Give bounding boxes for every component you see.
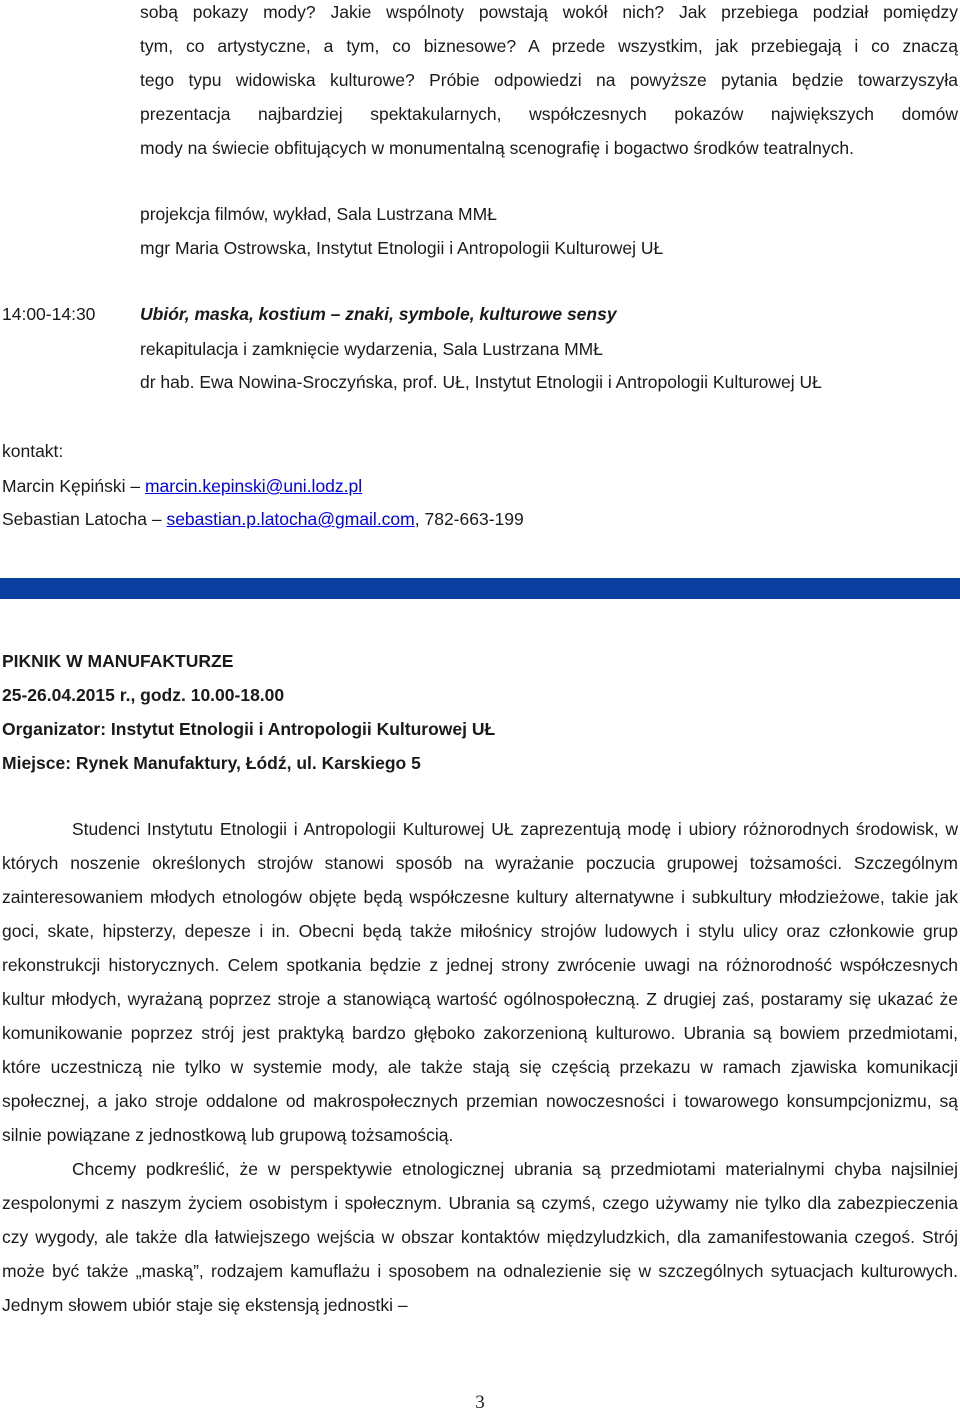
intro-line: sobą pokazy mody? Jakie wspólnoty powstają wokół nich? Jak przebiega podział pomiędzy (140, 2, 958, 22)
intro-line: prezentacja najbardziej spektakularnych, współczesnych pokazów największych domów (140, 104, 958, 124)
description-paragraph: Studenci Instytutu Etnologii i Antropologii Kulturowej UŁ zaprezentują modę i ubiory różnorodnych środowisk, w których noszenie określonych strojów stanowi sposób na wyrażanie poczucia grupowej tożsamości. Szczególnym zainteresowaniem młodych etnologów objęte będą współczesne kultury alternatywne i subkultury młodzieżowe, takie jak goci, skate, hipsterzy, depesze i in. Obecni będą także miłośnicy strojów ludowych i stylu ulicy oraz członkowie grup rekonstrukcji historycznych. Celem spotkania będzie z jednej strony zwrócenie uwagi na różnorodność współczesnych kultur młodych, wyrażaną poprzez stroje a stanowiącą wartość ogólnospołeczną. Z drugiej zaś, postaramy się ukazać że komunikowanie poprzez strój jest praktyką bardzo głęboko zakorzenioną kulturowo. Ubrania są bowiem przedmiotami, które uczestniczą nie tylko w systemie mody, ale także stają się częścią przekazu w ramach zjawiska komunikacji społecznej, a jako stroje oddalone od makrospołecznych przemian nowoczesności i towarowego konsumpcjonizmu, są silnie powiązane z jednostkową lub grupową tożsamością. (2, 819, 958, 1145)
closing-title: Ubiór, maska, kostium – znaki, symbole, kulturowe sensy (140, 304, 617, 324)
closing-time: 14:00-14:30 (2, 304, 96, 324)
intro-line: tym, co artystyczne, a tym, co biznesowe? A przede wszystkim, jak przebiegają i co znaczą (140, 36, 958, 56)
contact-name: Sebastian Latocha – (2, 509, 167, 529)
email-link[interactable]: sebastian.p.latocha@gmail.com (166, 509, 415, 529)
intro-speaker: mgr Maria Ostrowska, Instytut Etnologii i Antropologii Kulturowej UŁ (140, 238, 664, 258)
intro-line: mody na świecie obfitujących w monumentalną scenografię i bogactwo środków teatralnych. (140, 138, 854, 158)
event-description (2, 812, 958, 1322)
event-date: 25-26.04.2015 r., godz. 10.00-18.00 (2, 685, 285, 705)
event-place: Miejsce: Rynek Manufaktury, Łódź, ul. Karskiego 5 (2, 753, 421, 773)
closing-format: rekapitulacja i zamknięcie wydarzenia, Sala Lustrzana MMŁ (140, 339, 603, 359)
intro-format: projekcja filmów, wykład, Sala Lustrzana MMŁ (140, 204, 497, 224)
description-paragraph: Chcemy podkreślić, że w perspektywie etnologicznej ubrania są przedmiotami materialnymi chyba najsilniej zespolonymi z naszym życiem osobistym i społecznym. Ubrania są czymś, czego używamy nie tylko dla zabezpieczenia czy wygody, ale także dla łatwiejszego wejścia w obszar kontaktów międzyludzkich, dla zamanifestowania czegoś. Strój może być także „maską”, rodzajem kamuflażu i sposobem na odnalezienie się w szczególnych sytuacjach kulturowych. Jednym słowem ubiór staje się ekstensją jednostki – (2, 1159, 958, 1315)
email-link[interactable]: marcin.kepinski@uni.lodz.pl (144, 476, 363, 496)
closing-speaker: dr hab. Ewa Nowina-Sroczyńska, prof. UŁ, Instytut Etnologii i Antropologii Kulturowej UŁ (140, 372, 822, 392)
contact-heading: kontakt: (2, 441, 64, 461)
event-organizer: Organizator: Instytut Etnologii i Antropologii Kulturowej UŁ (2, 719, 496, 739)
contact-name: Marcin Kępiński – (2, 476, 145, 496)
contact-row (2, 509, 524, 529)
section-divider (0, 578, 960, 599)
contact-extra: , 782-663-199 (414, 509, 524, 529)
event-title: PIKNIK W MANUFAKTURZE (2, 651, 234, 671)
contact-row (2, 476, 362, 496)
closing-session-row (2, 304, 617, 325)
intro-line: tego typu widowiska kulturowe? Próbie odpowiedzi na powyższe pytania będzie towarzyszyła (140, 70, 958, 90)
page-number: 3 (475, 1392, 485, 1413)
